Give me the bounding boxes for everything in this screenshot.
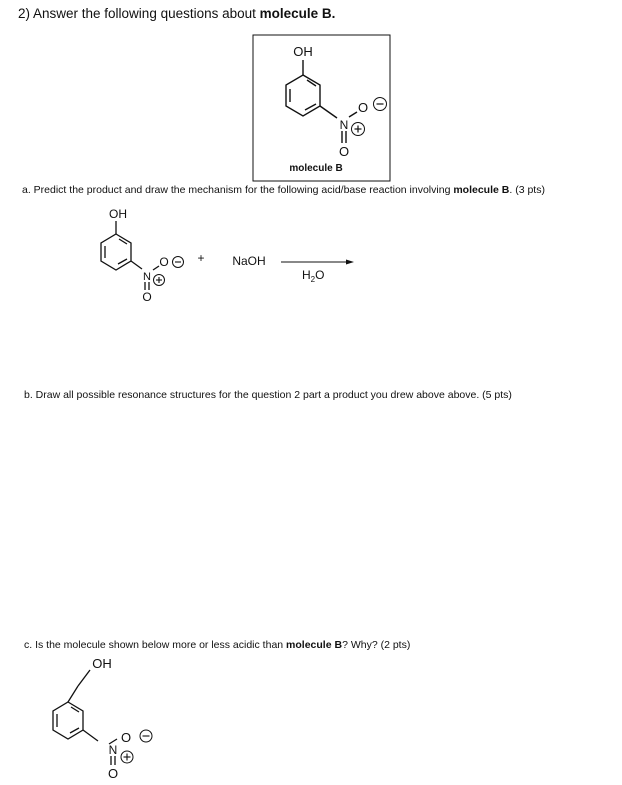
- molecule-b-box: [253, 35, 390, 181]
- part-c-prompt-bold: molecule B: [286, 639, 343, 651]
- molecule-b-o-bottom-label: O: [338, 144, 350, 159]
- part-c-molecule: [53, 656, 152, 781]
- part-c-oh-label: OH: [92, 656, 112, 671]
- part-c-n-label: N: [108, 743, 118, 757]
- part-a-prompt-text: a. Predict the product and draw the mechanism for the following acid/base reaction involving: [22, 184, 454, 196]
- positive-charge-icon: [121, 751, 133, 763]
- part-a-o-top-label: O: [159, 255, 169, 269]
- question-title-text: 2) Answer the following questions about: [18, 6, 260, 21]
- part-c-prompt-text: c. Is the molecule shown below more or less acidic than: [24, 639, 287, 651]
- negative-charge-icon: [140, 730, 152, 742]
- negative-charge-icon: [173, 257, 184, 268]
- part-c-o-top-label: O: [120, 730, 132, 745]
- molecule-b-caption: molecule B: [289, 163, 343, 174]
- part-a-n-label: N: [143, 271, 151, 283]
- reagent-label: NaOH: [232, 254, 266, 268]
- positive-charge-icon: [154, 275, 165, 286]
- part-a-prompt-bold: molecule B: [453, 184, 510, 196]
- part-a-prompt-suffix: . (3 pts): [509, 184, 545, 196]
- negative-charge-icon: [374, 98, 387, 111]
- plus-sign: +: [197, 251, 205, 265]
- part-a-o-bottom-label: O: [142, 290, 152, 304]
- part-a-reaction: [101, 207, 354, 304]
- molecule-b-figure: [253, 35, 390, 181]
- part-c-prompt-suffix: ? Why? (2 pts): [342, 639, 411, 651]
- reaction-arrow-icon: [281, 260, 354, 265]
- molecule-b-n-label: N: [339, 118, 349, 132]
- question-title-bold: molecule B.: [259, 6, 336, 21]
- part-b-prompt: b. Draw all possible resonance structures for the question 2 part a product you drew above above. (5 pts): [24, 389, 512, 401]
- molecule-b-o-top-label: O: [357, 100, 369, 115]
- molecule-b-oh-label: OH: [293, 44, 313, 59]
- part-a-oh-label: OH: [109, 207, 127, 221]
- part-c-molecule-structure: [53, 670, 117, 765]
- part-c-o-bottom-label: O: [107, 766, 119, 781]
- solvent-label: $H_2O$: [302, 268, 325, 284]
- positive-charge-icon: [352, 123, 365, 136]
